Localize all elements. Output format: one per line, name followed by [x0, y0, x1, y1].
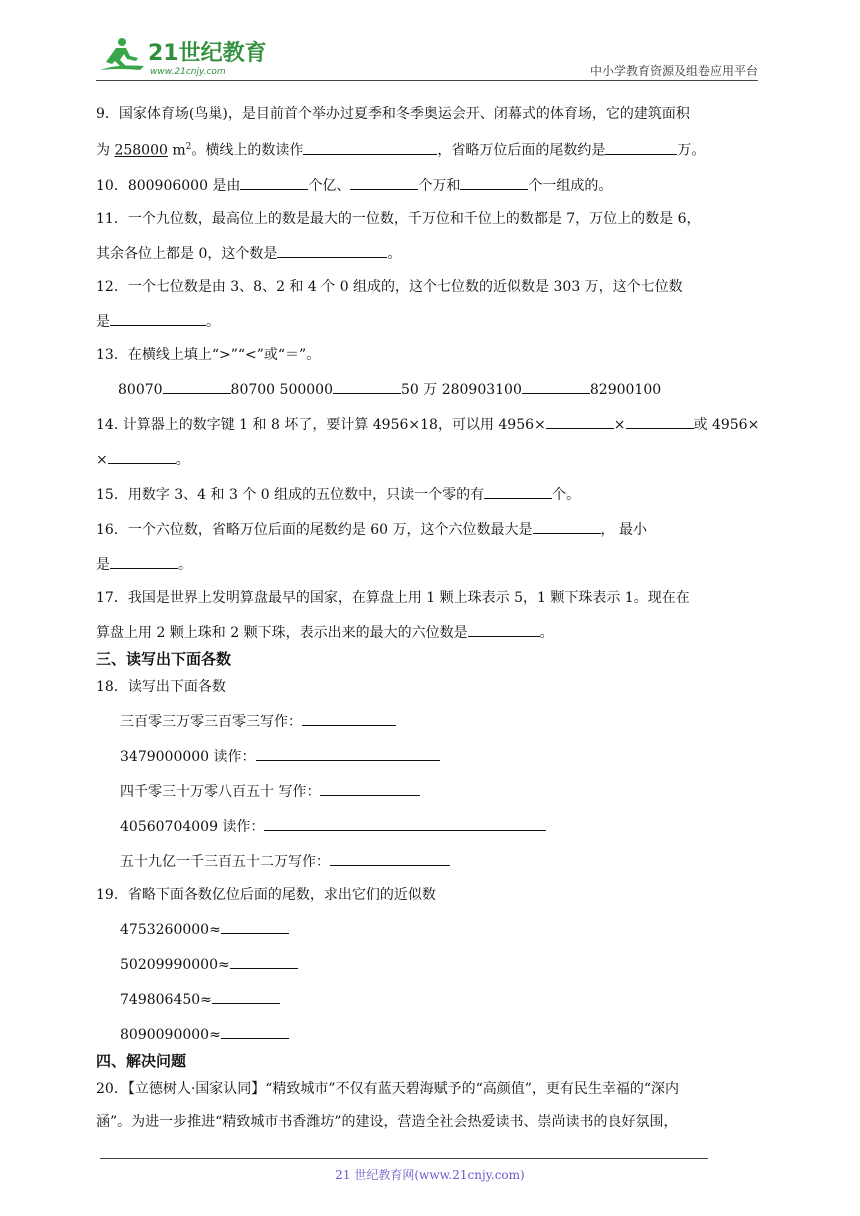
- answer-blank[interactable]: [546, 413, 614, 429]
- question-19-item-3: 749806450≈: [96, 988, 766, 1010]
- answer-blank[interactable]: [333, 378, 401, 394]
- question-11-line-2: 其余各位上都是 0，这个数是 。: [96, 242, 766, 264]
- answer-blank[interactable]: [277, 242, 387, 258]
- question-10: 10．800906000 是由 个亿、 个万和 个一组成的。: [96, 174, 766, 196]
- platform-name: 中小学教育资源及组卷应用平台: [589, 64, 758, 78]
- logo: [96, 34, 276, 78]
- answer-blank[interactable]: [302, 710, 396, 726]
- answer-blank[interactable]: [533, 518, 601, 534]
- answer-blank[interactable]: [230, 953, 298, 969]
- question-18-item-5: 五十九亿一千三百五十二万写作：: [96, 850, 766, 872]
- footer-text: 21 世纪教育网(www.21cnjy.com): [335, 1168, 525, 1182]
- question-19-title: 19．省略下面各数亿位后面的尾数，求出它们的近似数: [96, 886, 436, 903]
- question-20-line-1: 20．【立德树人·国家认同】“精致城市”不仅有蓝天碧海赋予的“高颜值”，更有民生幸福的“深内: [96, 1080, 680, 1097]
- answer-blank[interactable]: [522, 378, 590, 394]
- question-15: 15．用数字 3、4 和 3 个 0 组成的五位数中，只读一个零的有 个。: [96, 483, 766, 505]
- question-18-item-4: 40560704009 读作：: [96, 815, 766, 837]
- question-9-line-1: 9．国家体育场(鸟巢)，是目前首个举办过夏季和冬季奥运会开、闭幕式的体育场，它的建筑面积: [96, 106, 690, 122]
- answer-blank[interactable]: [221, 918, 289, 934]
- question-18-title: 18．读写出下面各数: [96, 678, 226, 695]
- underlined-number: 258000: [114, 142, 168, 159]
- question-14-line-1: 14. 计算器上的数字键 1 和 8 坏了，要计算 4956×18，可以用 4956× × 或 4956×: [96, 413, 766, 435]
- document-body: [96, 104, 766, 1145]
- answer-blank[interactable]: [221, 1023, 289, 1039]
- answer-blank[interactable]: [108, 448, 176, 464]
- question-19-item-2: 50209990000≈: [96, 953, 766, 975]
- question-18-item-1: 三百零三万零三百零三写作：: [96, 710, 766, 732]
- question-19-item-4: 8090090000≈: [96, 1023, 766, 1045]
- question-12-line-1: 12．一个七位数是由 3、8、2 和 4 个 0 组成的，这个七位数的近似数是 303 万，这个七位数: [96, 278, 683, 295]
- section-title-4: 四、解决问题: [96, 1051, 187, 1070]
- question-16-line-1: 16．一个六位数，省略万位后面的尾数约是 60 万，这个六位数最大是 ， 最小: [96, 518, 766, 540]
- header-divider: [96, 80, 758, 81]
- question-19-item-1: 4753260000≈: [96, 918, 766, 940]
- question-16-line-2: 是 。: [96, 553, 766, 575]
- answer-blank[interactable]: [163, 378, 231, 394]
- answer-blank[interactable]: [240, 174, 308, 190]
- question-12-line-2: 是 。: [96, 310, 766, 332]
- logo-runner-icon: [96, 34, 276, 78]
- answer-blank[interactable]: [320, 780, 420, 796]
- question-13-line-1: 13．在横线上填上“>”“<”或“＝”。: [96, 346, 321, 363]
- answer-blank[interactable]: [460, 174, 528, 190]
- section-title-3: 三、读写出下面各数: [96, 649, 232, 668]
- answer-blank[interactable]: [484, 483, 552, 499]
- svg-text:21世纪教育: 21世纪教育: [148, 41, 267, 66]
- question-18-item-3: 四千零三十万零八百五十 写作：: [96, 780, 766, 802]
- answer-blank[interactable]: [110, 553, 178, 569]
- answer-blank[interactable]: [468, 621, 540, 637]
- page-header: [96, 34, 758, 80]
- question-11-line-1: 11．一个九位数，最高位上的数是最大的一位数，千万位和千位上的数都是 7，万位上的数是 6，: [96, 210, 701, 227]
- answer-blank[interactable]: [330, 850, 450, 866]
- answer-blank[interactable]: [350, 174, 418, 190]
- answer-blank[interactable]: [212, 988, 280, 1004]
- question-14-line-2: × 。: [96, 448, 766, 470]
- answer-blank[interactable]: [264, 815, 546, 831]
- question-17-line-1: 17．我国是世界上发明算盘最早的国家，在算盘上用 1 颗上珠表示 5，1 颗下珠表示 1。现在在: [96, 589, 690, 606]
- answer-blank[interactable]: [626, 413, 694, 429]
- answer-blank[interactable]: [605, 139, 677, 155]
- answer-blank[interactable]: [303, 139, 437, 155]
- question-13-line-2: 80070 80700 500000 50 万 280903100 82900100: [96, 378, 766, 400]
- question-20-line-2: 涵”。为进一步推进“精致城市书香潍坊”的建设，营造全社会热爱读书、崇尚读书的良好氛围，: [96, 1113, 678, 1130]
- question-17-line-2: 算盘上用 2 颗上珠和 2 颗下珠，表示出来的最大的六位数是 。: [96, 621, 766, 643]
- question-9-line-2: 为 258000 $m^2$。横线上的数读作 ，省略万位后面的尾数约是 万。: [96, 137, 766, 161]
- svg-text:www.21cnjy.com: www.21cnjy.com: [150, 67, 226, 77]
- question-18-item-2: 3479000000 读作：: [96, 745, 766, 767]
- answer-blank[interactable]: [256, 745, 440, 761]
- answer-blank[interactable]: [110, 310, 206, 326]
- footer-divider: [100, 1158, 708, 1159]
